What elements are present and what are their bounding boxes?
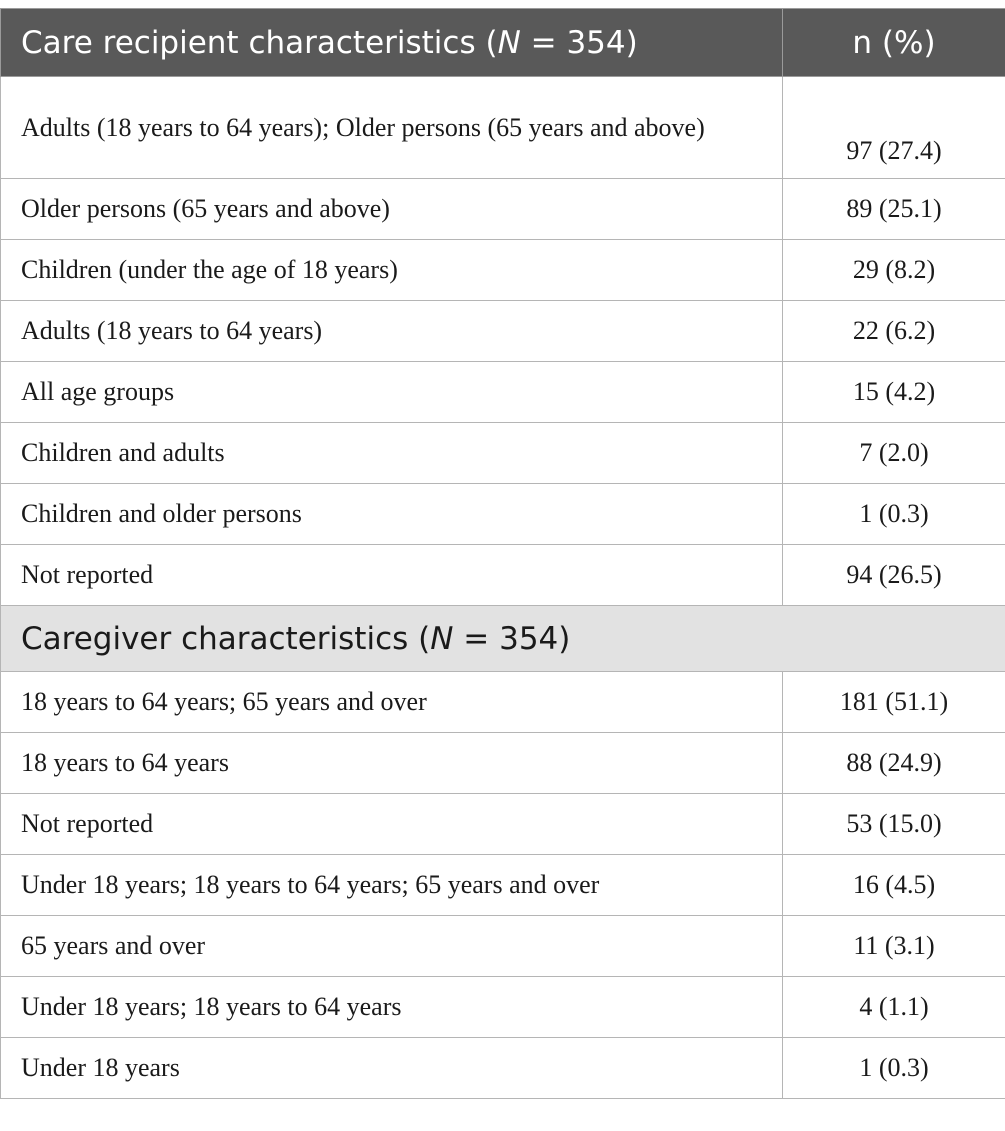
table-row: [1, 484, 1005, 545]
header-recipient-characteristics: Care recipient characteristics (N = 354): [1, 9, 783, 77]
table-row: [1, 240, 1005, 301]
row-label: Children and older persons: [1, 484, 783, 545]
row-value: 11 (3.1): [783, 916, 1005, 977]
row-value: 181 (51.1): [783, 672, 1005, 733]
row-label: 18 years to 64 years; 65 years and over: [1, 672, 783, 733]
row-value: 89 (25.1): [783, 179, 1005, 240]
row-value: 4 (1.1): [783, 977, 1005, 1038]
row-label: Not reported: [1, 545, 783, 606]
table-row: [1, 1038, 1005, 1099]
table-row: [1, 733, 1005, 794]
row-value: 97 (27.4): [783, 77, 1005, 179]
row-label: Older persons (65 years and above): [1, 179, 783, 240]
table-row: [1, 794, 1005, 855]
row-value: 22 (6.2): [783, 301, 1005, 362]
table-row: [1, 362, 1005, 423]
header-n-percent: n (%): [783, 9, 1005, 77]
row-label: Not reported: [1, 794, 783, 855]
row-label: Children (under the age of 18 years): [1, 240, 783, 301]
characteristics-table: [0, 8, 1005, 1099]
table-row: [1, 179, 1005, 240]
row-label: All age groups: [1, 362, 783, 423]
table-header-row: [1, 9, 1005, 77]
table-row: [1, 855, 1005, 916]
row-label: Under 18 years; 18 years to 64 years: [1, 977, 783, 1038]
row-value: 94 (26.5): [783, 545, 1005, 606]
row-value: 53 (15.0): [783, 794, 1005, 855]
row-value: 29 (8.2): [783, 240, 1005, 301]
row-value: 15 (4.2): [783, 362, 1005, 423]
row-value: 1 (0.3): [783, 484, 1005, 545]
table-row: [1, 423, 1005, 484]
row-value: 16 (4.5): [783, 855, 1005, 916]
row-value: 1 (0.3): [783, 1038, 1005, 1099]
table-row: [1, 77, 1005, 179]
section-caregiver-characteristics: Caregiver characteristics (N = 354): [1, 606, 1005, 672]
row-label: 65 years and over: [1, 916, 783, 977]
row-value: 88 (24.9): [783, 733, 1005, 794]
table-row: [1, 977, 1005, 1038]
table-row: [1, 301, 1005, 362]
table-row: [1, 672, 1005, 733]
row-label: Under 18 years: [1, 1038, 783, 1099]
row-label: Children and adults: [1, 423, 783, 484]
section-header-row: [1, 606, 1005, 672]
table-row: [1, 916, 1005, 977]
row-value: 7 (2.0): [783, 423, 1005, 484]
row-label: Adults (18 years to 64 years); Older persons (65 years and above): [1, 77, 783, 179]
table-row: [1, 545, 1005, 606]
row-label: Adults (18 years to 64 years): [1, 301, 783, 362]
row-label: Under 18 years; 18 years to 64 years; 65 years and over: [1, 855, 783, 916]
row-label: 18 years to 64 years: [1, 733, 783, 794]
